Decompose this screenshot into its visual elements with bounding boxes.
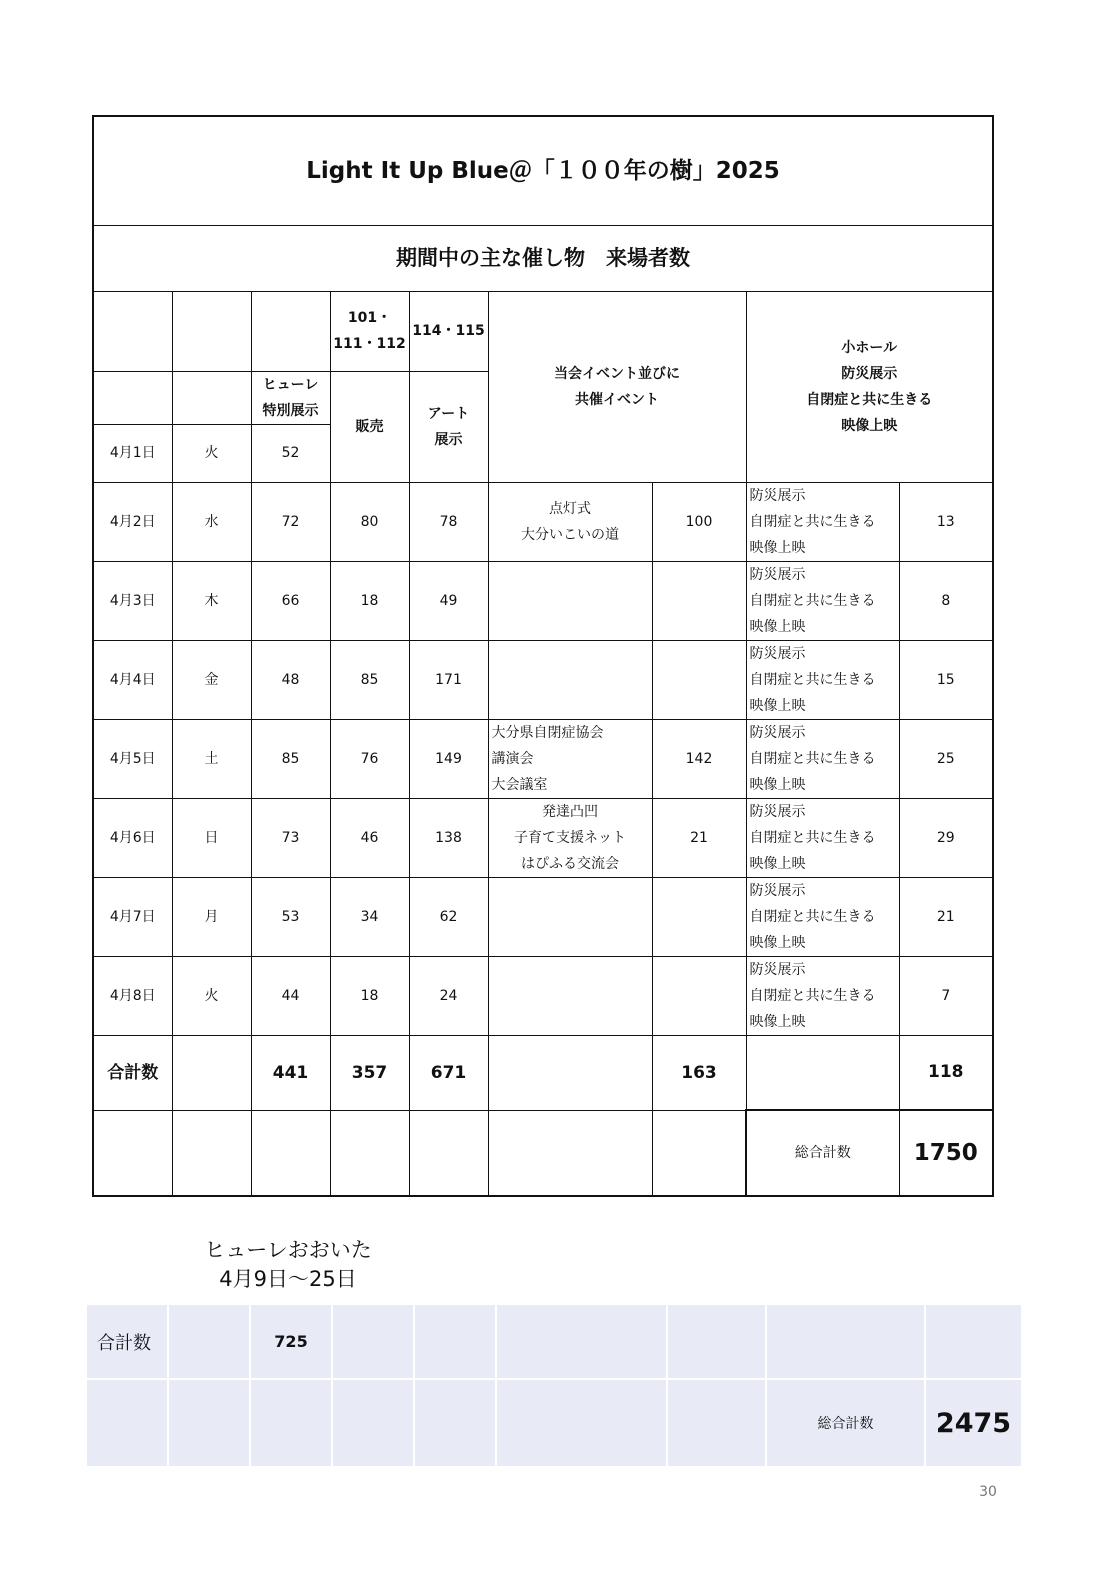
row-hall-count: 7 — [899, 956, 993, 1035]
row-event-name — [488, 956, 652, 1035]
row-sales-count: 76 — [330, 719, 409, 798]
row-day: 火 — [172, 956, 251, 1035]
row-hall-count: 25 — [899, 719, 993, 798]
row-sales-count: 34 — [330, 877, 409, 956]
table-row — [93, 798, 993, 877]
second-venue: ヒューレおおいた — [204, 1238, 372, 1262]
row-event-count — [652, 561, 746, 640]
overall-grand-total-value: 2475 — [925, 1379, 1022, 1467]
row-hall-program — [746, 561, 899, 640]
header-empty-4 — [93, 371, 172, 424]
second-total-label: 合計数 — [86, 1304, 168, 1379]
header-event: 当会イベント並びに 共催イベント — [488, 291, 746, 482]
row-event-name-line: 点灯式 — [549, 500, 591, 517]
row-day: 水 — [172, 482, 251, 561]
row-hall-program-line: 防災展示 — [749, 487, 806, 504]
table-row — [93, 482, 993, 561]
row-event-name-line: 大会議室 — [491, 776, 548, 793]
row-date: 4月8日 — [93, 956, 172, 1035]
row-hall-program-line: 防災展示 — [749, 882, 806, 899]
table-row — [93, 640, 993, 719]
grand-empty — [93, 1110, 172, 1196]
row-date: 4月6日 — [93, 798, 172, 877]
totals-row — [93, 1035, 993, 1110]
totals-empty — [172, 1035, 251, 1110]
header-small-hall: 小ホール 防災展示 自閉症と共に生きる 映像上映 — [746, 291, 993, 482]
row-hall-program — [746, 482, 899, 561]
row-art-count: 171 — [409, 640, 488, 719]
row-art-count: 149 — [409, 719, 488, 798]
row-hall-program-line: 自閉症と共に生きる — [749, 750, 876, 767]
row-sales-count: 18 — [330, 561, 409, 640]
row-hall-program — [746, 798, 899, 877]
row-day: 日 — [172, 798, 251, 877]
row-hyure-count: 85 — [251, 719, 330, 798]
row-sales-count: 46 — [330, 798, 409, 877]
grand-empty — [251, 1110, 330, 1196]
second-period-caption — [188, 1236, 388, 1294]
row-hyure-count: 48 — [251, 640, 330, 719]
grand-total-value: 1750 — [899, 1110, 993, 1196]
row-event-name — [488, 798, 652, 877]
row-date: 4月2日 — [93, 482, 172, 561]
row-sales-count: 80 — [330, 482, 409, 561]
header-empty-3 — [251, 291, 330, 371]
row-event-name — [488, 877, 652, 956]
totals-empty — [488, 1035, 652, 1110]
row-day: 火 — [172, 424, 251, 482]
sub-cell — [332, 1379, 414, 1467]
row-hall-program-line: 防災展示 — [749, 961, 806, 978]
row-date: 4月4日 — [93, 640, 172, 719]
second-summary-table — [85, 1303, 1023, 1468]
row-hall-count: 21 — [899, 877, 993, 956]
row-event-count — [652, 877, 746, 956]
row-hyure-count: 72 — [251, 482, 330, 561]
row-hall-program-line: 映像上映 — [749, 934, 806, 951]
header-empty-5 — [172, 371, 251, 424]
sub-cell — [250, 1379, 332, 1467]
row-hall-program-line: 映像上映 — [749, 1013, 806, 1030]
sub-cell — [168, 1379, 250, 1467]
visitor-count-table — [92, 115, 994, 1197]
row-hall-program-line: 映像上映 — [749, 539, 806, 556]
grand-empty — [488, 1110, 652, 1196]
row-event-name-line: 大分県自閉症協会 — [491, 724, 604, 741]
row-event-count: 21 — [652, 798, 746, 877]
row-art-count: 24 — [409, 956, 488, 1035]
row-art-count: 138 — [409, 798, 488, 877]
header-room-114: 114・115 — [409, 291, 488, 371]
header-empty-1 — [93, 291, 172, 371]
row-hyure-count: 66 — [251, 561, 330, 640]
row-hyure-count: 73 — [251, 798, 330, 877]
row-hall-program-line: 映像上映 — [749, 618, 806, 635]
sub-cell — [667, 1304, 766, 1379]
totals-hall: 118 — [899, 1035, 993, 1110]
grand-empty — [330, 1110, 409, 1196]
row-hall-count: 15 — [899, 640, 993, 719]
row-hall-program-line: 自閉症と共に生きる — [749, 671, 876, 688]
header-sales: 販売 — [330, 371, 409, 482]
row-sales-count: 85 — [330, 640, 409, 719]
row-hall-program-line: 自閉症と共に生きる — [749, 513, 876, 530]
row-hall-count: 8 — [899, 561, 993, 640]
row-hall-program-line: 自閉症と共に生きる — [749, 829, 876, 846]
sub-cell — [414, 1304, 496, 1379]
row-event-count: 142 — [652, 719, 746, 798]
table-row — [93, 719, 993, 798]
page-number: 30 — [979, 1484, 997, 1500]
sub-cell — [86, 1379, 168, 1467]
row-event-name-line: 子育て支援ネット — [514, 829, 626, 846]
sub-cell — [496, 1304, 667, 1379]
row-event-name-line: 講演会 — [491, 750, 534, 767]
grand-total-label: 総合計数 — [746, 1110, 899, 1196]
row-event-count: 100 — [652, 482, 746, 561]
row-hall-program-line: 防災展示 — [749, 566, 806, 583]
row-hall-count: 13 — [899, 482, 993, 561]
row-day: 土 — [172, 719, 251, 798]
sub-cell — [496, 1379, 667, 1467]
row-date: 4月7日 — [93, 877, 172, 956]
row-hyure-count: 53 — [251, 877, 330, 956]
row-art-count: 49 — [409, 561, 488, 640]
sub-cell — [168, 1304, 250, 1379]
totals-event: 163 — [652, 1035, 746, 1110]
row-hall-program-line: 映像上映 — [749, 776, 806, 793]
row-hall-count: 29 — [899, 798, 993, 877]
second-total-value: 725 — [250, 1304, 332, 1379]
header-empty-2 — [172, 291, 251, 371]
row-event-name — [488, 719, 652, 798]
row-event-name — [488, 561, 652, 640]
row-event-name-line: はぴふる交流会 — [521, 855, 619, 872]
table-row — [93, 877, 993, 956]
row-hall-program-line: 映像上映 — [749, 855, 806, 872]
sub-cell — [766, 1304, 925, 1379]
row-hall-program-line: 防災展示 — [749, 724, 806, 741]
grand-total-row — [93, 1110, 993, 1196]
row-event-name — [488, 482, 652, 561]
row-hall-program-line: 自閉症と共に生きる — [749, 592, 876, 609]
row-date: 4月1日 — [93, 424, 172, 482]
totals-art: 671 — [409, 1035, 488, 1110]
row-date: 4月3日 — [93, 561, 172, 640]
row-sales-count: 18 — [330, 956, 409, 1035]
totals-empty — [746, 1035, 899, 1110]
row-event-name-line: 大分いこいの道 — [521, 526, 619, 543]
header-art: アート 展示 — [409, 371, 488, 482]
row-event-count — [652, 640, 746, 719]
row-art-count: 62 — [409, 877, 488, 956]
grand-empty — [409, 1110, 488, 1196]
row-event-name — [488, 640, 652, 719]
grand-empty — [652, 1110, 746, 1196]
row-event-count — [652, 956, 746, 1035]
overall-grand-total-label: 総合計数 — [766, 1379, 925, 1467]
row-date: 4月5日 — [93, 719, 172, 798]
sub-cell — [925, 1304, 1022, 1379]
table-row — [93, 956, 993, 1035]
row-day: 月 — [172, 877, 251, 956]
row-day: 金 — [172, 640, 251, 719]
row-art-count: 78 — [409, 482, 488, 561]
header-room-101: 101・ 111・112 — [330, 291, 409, 371]
row-event-name-line: 発達凸凹 — [542, 803, 598, 820]
sub-cell — [414, 1379, 496, 1467]
row-hall-program — [746, 877, 899, 956]
table-row — [93, 561, 993, 640]
grand-empty — [172, 1110, 251, 1196]
totals-hyure: 441 — [251, 1035, 330, 1110]
table-subtitle: 期間中の主な催し物 来場者数 — [93, 225, 993, 291]
sub-cell — [667, 1379, 766, 1467]
sub-cell — [332, 1304, 414, 1379]
totals-label: 合計数 — [93, 1035, 172, 1110]
row-hall-program-line: 防災展示 — [749, 645, 806, 662]
row-day: 木 — [172, 561, 251, 640]
row-hall-program-line: 自閉症と共に生きる — [749, 987, 876, 1004]
row-hall-program-line: 防災展示 — [749, 803, 806, 820]
row-hall-program — [746, 956, 899, 1035]
row-hyure-count: 52 — [251, 424, 330, 482]
row-hall-program — [746, 719, 899, 798]
totals-sales: 357 — [330, 1035, 409, 1110]
table-title: Light It Up Blue＠「１００年の樹」2025 — [93, 116, 993, 225]
row-hall-program-line: 自閉症と共に生きる — [749, 908, 876, 925]
row-hyure-count: 44 — [251, 956, 330, 1035]
second-period: 4月9日〜25日 — [219, 1267, 357, 1291]
header-hyure-special: ヒューレ 特別展示 — [251, 371, 330, 424]
row-hall-program — [746, 640, 899, 719]
row-hall-program-line: 映像上映 — [749, 697, 806, 714]
